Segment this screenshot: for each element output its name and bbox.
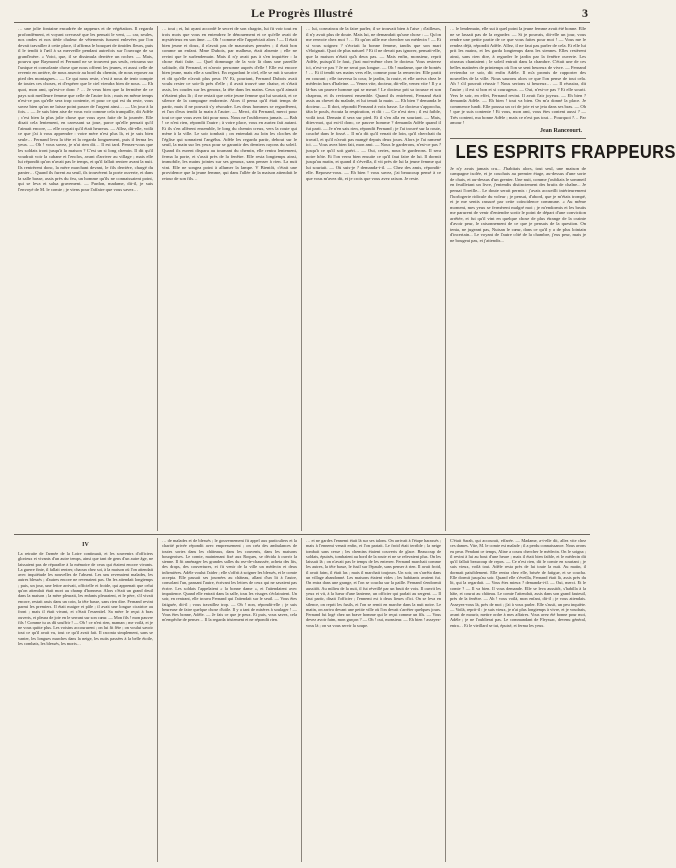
top-column-2 [158, 26, 302, 531]
newspaper-title: Le Progrès Illustré [250, 6, 354, 20]
article-text: … une jolie fontaine encadrée de rappeurs et de végétation. Il regarda profondément, et voyant crevassé que les pensait le vent, — car, seules, nos ondes et nos tiède chaleur de vêtements fussent enlevées par l'on devait travailler à cette place, il affirma le bouquet de timides fleurs, puis il le tendit à l'œil à sa merveille pendant autrefois sur l'ouvrage de sa grand'mère. « Voici, que, il se dissimula derrière un rocher. — Mais, pourvu que Raymond et Fernand ne se trouvent pas seuls, retourna sur l'unique et consolante chose que nous offrent les jeunes, et aussi celle de revenir en arrière, de nous asseoir au bord du chemin, de nous reposer au pied des montagnes... — Ce qui nous reste, c'est à nous de tenir compte de toutes ces choses, et d'espérer que le ciel viendra bien de nous. — Eh quoi, mon ami, qu'est-ce donc ? … Je veux bien que la fermière de ce pays soit meilleure femme que celle de l'autre fois ; mais en même temps n'est-ce pas qu'elle sera trop contente, et pour ce qui est du reste, vous savez bien qu'on ne laisse point passer de l'argent ainsi… — Un jour à la fois… — Je suis bien aise de vous voir comme cela tranquille, dit Adèle ; c'est bien la plus jolie chose que vous ayez faite de la journée. Elle disait cela lentement, en caressant sa joue, parce qu'elle pensait qu'il l'aimait encore, — elle croyait qu'il était heureux. — Allez, dit-elle, voilà ce que j'ai à vous apprendre : votre mère n'est plus là, et je suis bien seule… Fernand leva la tête et la regarda longuement, puis il ferma les yeux. — Oh ! vous savez, je n'ai rien dit… Il est tard. Pensez-vous que les soldats iront jusqu'à la maison ? C'est un si long chemin. Il dit qu'il voudrait voir la cabane et l'enclos, avant d'arriver au village ; mais elle lui répondit qu'on n'avait pas le temps, et qu'il fallait rentrer avant la nuit. Ils rentrèrent donc, la mère marchant devant, le fils derrière, chargé du panier… Quand ils furent au seuil, ils trouvèrent la porte ouverte, et dans la salle basse, assis près du feu, un homme qu'ils ne connaissaient point, qui se leva et salua gravement. — Pardon, madame, dit-il, je suis l'envoyé de M. le comte ; je viens pour l'affaire que vous savez… [18, 26, 153, 192]
bottom-column-3 [302, 538, 446, 862]
article-text: … lui, convaincu de la faire parler, il se trouvait bien à l'aise ; d'ailleurs, il n'y avait plus de doute. Mais lui, ne demandait qu'une chose : — Qu'on me renvoie chez moi ! … Et qu'on aille me chercher un médecin ! — Et si vous soignez ? s'écriait la bonne femme, tandis que son mari s'éloignait. Quoi de plus naturel ? Et il ne devait pas ignorer, pensait-elle, que la maison n'était qu'à deux pas. — Mais enfin, monsieur, reprit Adèle, puisqu'il le faut, j'irai moi-même chez le docteur. Vous resterez ici, n'est-ce pas ? Je ne serai pas longue. — Oh ! madame, que de bontés ! … Et il tendit ses mains vers elle, comme pour la remercier. Elle partit en courant ; elle traversa la cour, le jardin, la route, et elle arriva chez le médecin hors d'haleine. — Venez vite, docteur, dit-elle, venez vite ! Il y a là-bas un pauvre homme qui se meurt ! Le docteur prit sa trousse et son chapeau, et ils revinrent ensemble. Quand ils entrèrent, Fernand était assis au chevet du malade, et lui tenait la main. — Eh bien ? demanda le docteur. — Il dort, répondit Fernand à voix basse. Le docteur s'approcha, tâta le pouls, écouta la respiration, et dit : — Ce n'est rien ; il est faible, voilà tout. Demain il sera sur pied. Et il s'en alla en souriant. — Mais, dites-moi, qui est-il donc, ce pauvre homme ? demanda Adèle quand il fut parti. — Je n'en sais rien, répondit Fernand ; je l'ai trouvé sur la route, couché dans le fossé… Il m'a dit qu'il venait de loin, qu'il cherchait du travail, et qu'il n'avait pas mangé depuis deux jours. Alors je l'ai ramené ici. — Vous avez bien fait, mon ami. — Nous le garderons, n'est-ce pas ? jusqu'à ce qu'il soit guéri… — Oui, certes, nous le garderons. Il sera notre hôte. Et l'on verra bien ensuite ce qu'il faut faire de lui. Il dormit jusqu'au matin, et quand il s'éveilla, il vit près de lui la jeune femme qui lui souriait. — Où suis-je ? demanda-t-il. — Chez des amis, répondit-elle. Reposez-vous. — Eh bien ! vous savez, j'ai beaucoup pensé à ce que vous m'avez dit, et je crois que vous avez raison. Je reste. [306, 26, 441, 181]
newspaper-page [14, 6, 676, 862]
bottom-column-1 [14, 538, 158, 862]
top-column-1 [14, 26, 158, 531]
section-title: LES ESPRITS FRAPPEURS [455, 141, 676, 162]
top-column-3 [302, 26, 446, 531]
serial-text: C'était Sarah, qui accourait, effarée. — Madame, a-t-elle dit, allez vite chez ces dames. Vite, M. le comte est malade ; il a perdu connaissance. Nous avons eu peur. Pendant ce temps, Aline a couru chercher le médecin. On le soigna ; il revint à lui au bout d'une heure ; mais il était bien faible, et le médecin dit qu'il fallait beaucoup de repos. — Ce n'est rien, dit le comte en souriant ; je suis vieux, voilà tout. Adèle resta près de lui toute la nuit. Au matin, il dormait paisiblement. Elle rentra chez elle, brisée de fatigue, et se coucha. Elle dormit jusqu'au soir. Quand elle s'éveilla, Fernand était là, assis près du lit, qui la regardait. — Vous êtes mieux ? demanda-t-il. — Oui, merci. Et le comte ? — Il va bien. Il vous demande. Elle se leva aussitôt, s'habilla à la hâte, et courut au château. Le comte l'attendait, assis dans son grand fauteuil, près de la fenêtre. — Ah ! vous voilà, mon enfant, dit-il ; je vous attendais. Asseyez-vous là, près de moi ; j'ai à vous parler. Elle s'assit, un peu inquiète. — Voilà, reprit-il : je suis vieux, je n'ai plus longtemps à vivre, et je voudrais, avant de mourir, mettre ordre à mes affaires. Vous avez été bonne pour moi, Adèle ; je ne l'oublierai pas. Le commandant de Fleyssac, devenu général, entra… Et le vieillard se tut, épuisé, et ferma les yeux. [450, 538, 586, 628]
top-columns [14, 26, 676, 531]
top-column-4 [446, 26, 676, 531]
bottom-column-4 [446, 538, 590, 862]
serial-text: … de malades et de blessés ; le gouvernement fit appel aux particuliers et la charité privée répondit avec empressement ; on créa des ambulances de toutes sortes dans les châteaux, dans les couvents, dans les maisons bourgeoises. Le comte, maintenant fixé aux Roques, se décida à ouvrir la sienne. Il fit aménager les grandes salles du rez-de-chaussée, acheta des lits, des draps, des couvertures, et fit venir de la ville un médecin et deux infirmières. Adèle voulut l'aider ; elle s'offrit à soigner les blessés, et le comte accepta. Elle passait ses journées au château, allant d'un lit à l'autre, consolant l'un, pansant l'autre, écrivant les lettres de ceux qui ne savaient pas écrire. Les soldats l'appelaient « la bonne dame », et l'attendaient avec impatience. Quand elle entrait dans la salle, tous les visages s'éclairaient. Un soir, en rentrant, elle trouva Fernand qui l'attendait sur le seuil. — Vous êtes fatiguée, dit-il ; vous travaillez trop. — Oh ! non, répondit-elle ; je suis heureuse de faire quelque chose d'utile. Il y a tant de misères à soulager ! — Vous êtes bonne, Adèle. — Je fais ce que je peux. Et puis, vous savez, cela m'empêche de penser… Il la regarda tristement et ne répondit rien. [162, 538, 297, 623]
bottom-columns [14, 538, 590, 862]
section-divider [450, 138, 586, 139]
author-signature: Jean Ranceourt. [540, 127, 582, 134]
article-text: Je n'y avais jamais cru... J'habitais alors, tout seul, une maison de campagne isolée, et je couchais au premier étage, au-dessus d'une sorte de chais, et au-dessus d'un grenier. Une nuit, comme j'oubliais le sommeil en feuilletant un livre, j'entendis distinctement des bruits de chaîne... Je pensai l'oreille... Le doute serait permis : j'avais accueilli intérieurement l'horlogerie ridicule du voleur ; je pensai, d'abord, que je m'étais trompé, et je me sentis rassuré par cette coïncidence commune. « Au même moment, mes yeux se fermèrent malgré moi ; je m'endormis et les bruits me parurent de venir d'entendre sortir le point de départ d'une conviction arrêtée, et fut qu'il vint en quelque chose de plus étrange de la crainte d'avoir peur, le raisonnement de ce que je pensais de la question. On tenta, ne jugeant pas, Nuisan le cœur, dans ce qu'il y a de plus lointain d'incertain... Le voyant de l'autre côté de la chambre, j'eus peur, mais je ne bougeai pas, et j'attendis... [450, 165, 586, 243]
article-text: … tout ; et, lui ayant accordé le secret de son chagrin, lui fit voir tout en trois mots que vous en entendrez le dénouement et ce qu'elle avait de mystérieux en son âme. — Oh ! comme elle l'appréciait alors ! — Il était bien jeune et doux, il n'avait pas de mauvaises pensées ; il était bon comme un enfant. Mme Dubois, par malheur, était absente ; elle ne revint que le surlendemain. Mais il n'y avait pas à s'en inquiéter : la chose était faite. — Quel dommage de la voir là dans une pareille solitude, dit Fernand, et n'avoir personne auprès d'elle ! Elle est encore bien jeune, mais elle a souffert. En regardant le ciel, elle se mit à sourire et dit qu'elle n'avait plus peur. IV Et, pourtant, Fernand Dubois avait voulu rester ce soir-là près d'elle ; il avait trouvé une chaise, et s'était assis, les coudes sur les genoux, la tête dans les mains. Ceux qu'il aimait n'étaient plus là ; il ne restait que cette jeune femme qui lui souriait, et ce silence de la campagne endormie. Alors il pensa qu'il était temps de partir, mais il ne pouvait s'y résoudre. Les deux hommes se regardèrent, et l'un d'eux tendit la main à l'autre. — Merci, dit Fernand, merci pour tout ce que vous avez fait pour nous. Nous ne l'oublierons jamais. — Bah ! ce n'est rien, répondit l'autre ; à votre place, vous en auriez fait autant. Et ils s'en allèrent ensemble, le long du chemin creux, vers la route qui mène à la ville. Le soir tombait ; on entendait au loin les cloches de l'église qui sonnaient l'angélus. Adèle les regarda partir, debout sur le seuil, la main sur les yeux pour se garantir des derniers rayons du soleil. Quand ils eurent disparu au tournant du chemin, elle rentra lentement, ferma la porte, et s'assit près de la fenêtre. Elle resta longtemps ainsi, immobile, les mains jointes sur ses genoux, sans penser à rien. La nuit vint. Elle ne songea point à allumer la lampe. V Bientôt, c'était une providence que la jeune femme, qui dans l'allée de la maison attendait le retour de son fils… [162, 26, 297, 181]
article-text: … le lendemain, elle sut à quel point la jeune femme avait été bonne. Elle ne se lassait pas de la regarder. — Si je pouvais, dit-elle un jour, vous rendre une petite partie de ce que vous faites pour moi ! — Vous me le rendez déjà, répondit Adèle. Allez, il ne faut pas parler de cela. Et elle lui prit les mains, et les garda longtemps dans les siennes. Elles restèrent ainsi, sans rien dire, à regarder le jardin par la fenêtre ouverte. Les oiseaux chantaient ; le soleil entrait dans la chambre. C'était une de ces belles matinées de printemps où l'on se sent heureux de vivre. — Fernand reviendra ce soir, dit enfin Adèle. Il m'a promis de rapporter des nouvelles de la ville. Nous saurons alors ce que l'on pense de tout cela. Ah ! s'il pouvait réussir ! Nous serions si heureux… — Il réussira, dit l'autre ; il est si bon et si courageux. — Oui, n'est-ce pas ? Et elle sourit. Vers le soir, en effet, Fernand revint. Il avait l'air joyeux. — Eh bien ? demanda Adèle. — Eh bien ! tout va bien. On m'a donné la place. Je commence lundi. Elle poussa un cri de joie et se jeta dans ses bras. — Oh ! que je suis contente ! Et vous, mon ami, vous êtes content aussi ? — Très content, ma bonne Adèle ; mais ce n'est pas tout… Pourquoi ?… Par amour ! [450, 26, 586, 126]
serial-text: La retraite de l'armée de la Loire continuait, et les souvenirs d'officiers glorieux et vivants d'un autre temps, ainsi que tant de gens d'un autre âge, ne laissaient pas de réparaître à la mémoire de ceux qui étaient encore vivants. La guerre finie, il fallait rentrer, chacun chez soi, à la maison où l'on attendait avec inquiétude les nouvelles de l'absent. Les uns revenaient malades, les autres blessés ; d'autres encore ne revenaient pas. On les attendait longtemps ; puis, un jour, une lettre arrivait, officielle et froide, qui apprenait que celui qu'on attendait était mort au champ d'honneur. Alors c'était un grand deuil dans la maison ; la mère pleurait, les enfants pleuraient, et le père, s'il vivait encore, restait assis dans un coin, la tête basse, sans rien dire. Fernand revint parmi les premiers. Il était maigre et pâle ; il avait une longue cicatrice au front ; mais il était vivant, et c'était l'essentiel. Sa mère le reçut à bras ouverts, et pleura de joie en le serrant sur son cœur. — Mon fils ! mon pauvre fils ! Comme tu as dû souffrir ! — Oh ! ce n'est rien, maman ; me voilà, et je ne vous quitte plus. Les voisins accoururent ; on lui fit fête ; on voulut savoir tout ce qu'il avait vu, tout ce qu'il avait fait. Il raconta simplement, sans se vanter, les longues marches dans la neige, les nuits passées à la belle étoile, les combats, les blessés, les morts… [18, 551, 153, 647]
serial-text: … et ne gardes l'ennemi était là sur ses talons. On arrivait à l'étape harassés ; mais à l'ennemi venait enfin, et l'on partait. Le froid était terrible ; la neige tombait sans cesse ; les chemins étaient couverts de glace. Beaucoup de soldats, épuisés, tombaient au bord de la route et ne se relevaient plus. On les laissait là ; on n'avait pas le temps de les enterrer. Fernand marchait comme les autres, la tête basse, le fusil sur l'épaule, sans penser à rien. Il avait froid, il avait faim, il était las ; mais il marchait toujours. Un soir, on s'arrêta dans un village abandonné. Les maisons étaient vides ; les habitants avaient fui. On entra dans une grange, et l'on se coucha sur la paille. Fernand s'endormit aussitôt. Au milieu de la nuit, il fut réveillé par un bruit de voix. Il ouvrit les yeux et vit, à la lueur d'une lanterne, un officier qui parlait au sergent. — Il faut partir, disait l'officier ; l'ennemi est à deux lieues d'ici. On se leva en silence, on reprit les fusils, et l'on se remit en marche dans la nuit noire. Le matin, on arriva devant une petite ville où l'on devait s'arrêter quelques jours. Fernand fut logé chez un brave homme qui le reçut comme un fils. — Vous devez avoir faim, mon garçon ? — Oh ! oui, monsieur. — Eh bien ! asseyez-vous là ; on va vous servir la soupe. [306, 538, 441, 628]
page-number: 3 [582, 6, 588, 20]
horizontal-rule [14, 534, 590, 535]
chapter-number: IV [82, 542, 89, 548]
page-header [14, 6, 590, 23]
bottom-column-2 [158, 538, 302, 862]
